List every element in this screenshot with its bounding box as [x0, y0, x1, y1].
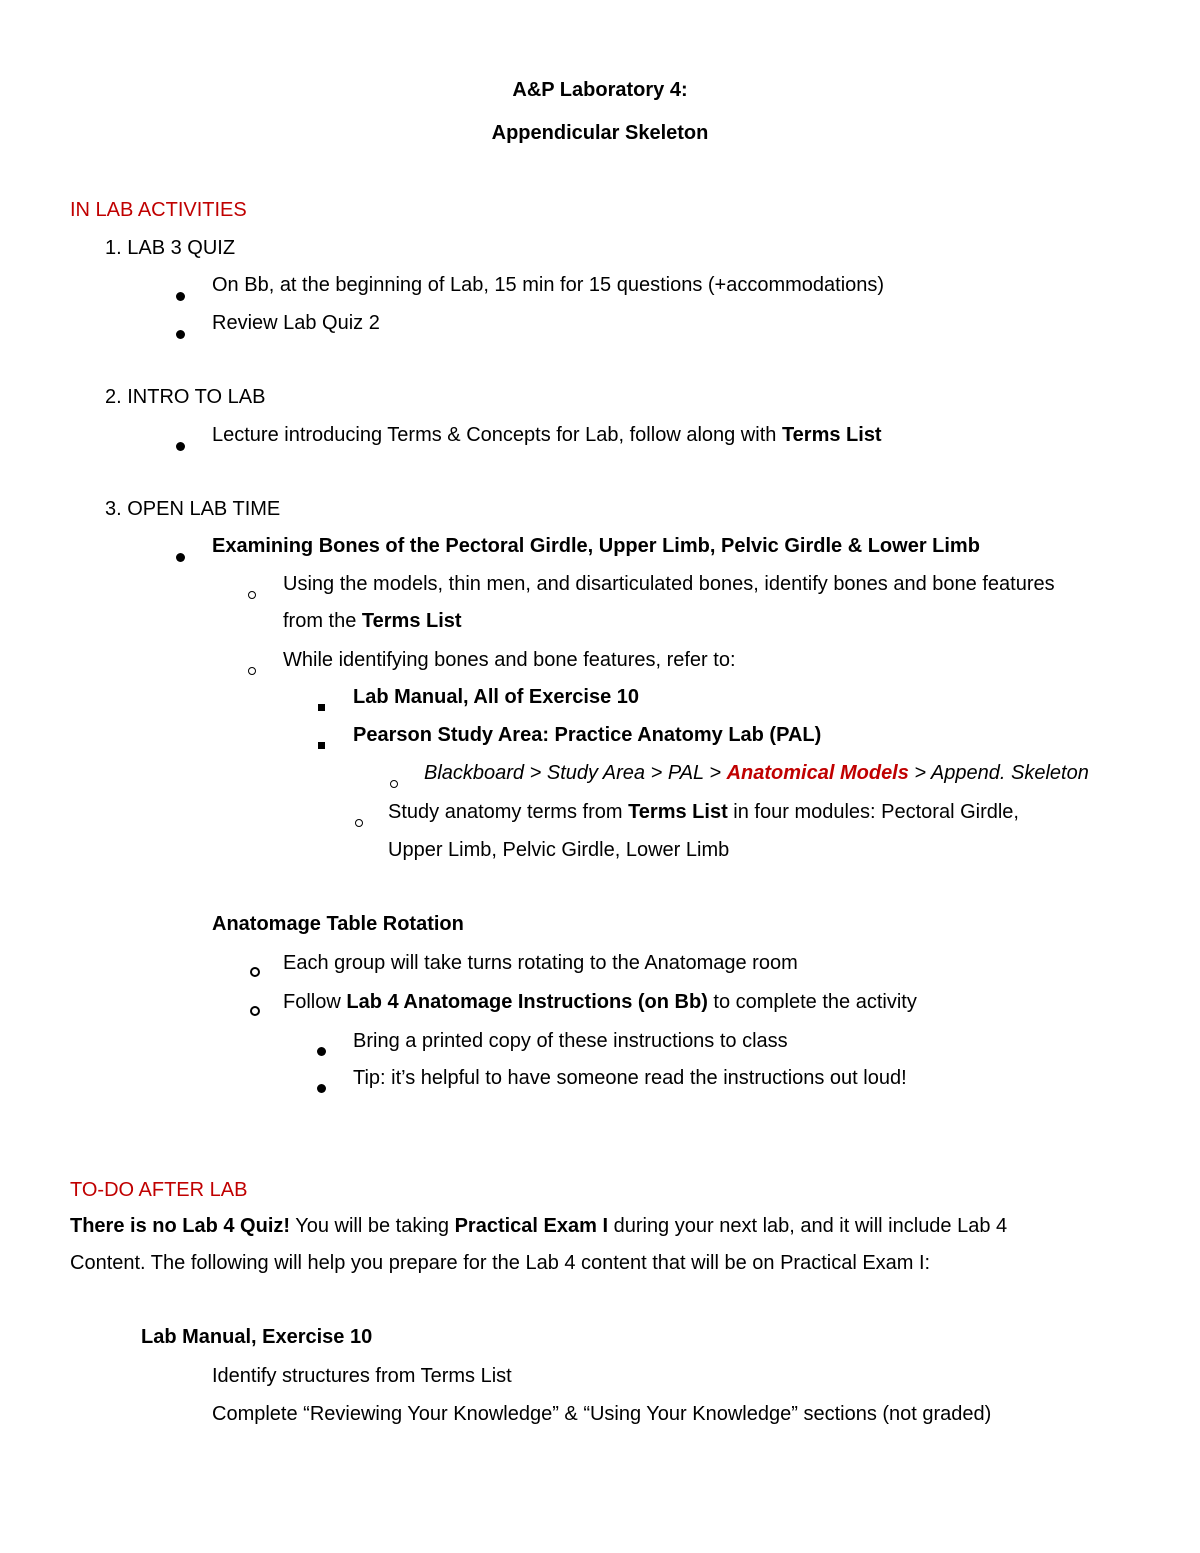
bullet-circle-icon	[390, 769, 398, 795]
bullet-dot-icon	[317, 1074, 326, 1100]
practical-exam-label: Practical Exam I	[454, 1215, 609, 1237]
open-lab-heading: 3. OPEN LAB TIME	[105, 498, 281, 520]
bullet-dot-icon	[176, 282, 185, 308]
anatomage-instructions-label: Lab 4 Anatomage Instructions (on Bb)	[346, 991, 708, 1013]
study-text-1: Study anatomy terms from	[388, 801, 629, 823]
intro-item-text: Lecture introducing Terms & Concepts for Lab, follow along with	[212, 424, 782, 446]
anatomage-heading: Anatomage Table Rotation	[212, 913, 464, 935]
terms-list-label: Terms List	[628, 801, 728, 823]
open-lab-main-item: Examining Bones of the Pectoral Girdle, Upper Limb, Pelvic Girdle & Lower Limb	[212, 535, 980, 557]
anatomage-sub-1: Bring a printed copy of these instructions to class	[353, 1030, 788, 1052]
in-lab-heading: IN LAB ACTIVITIES	[70, 199, 247, 221]
ref-pearson: Pearson Study Area: Practice Anatomy Lab (PAL)	[353, 724, 822, 746]
bullet-dot-icon	[176, 432, 185, 458]
quiz-item-1: On Bb, at the beginning of Lab, 15 min for 15 questions (+accommodations)	[212, 274, 885, 296]
study-terms-line2: Upper Limb, Pelvic Girdle, Lower Limb	[388, 839, 730, 861]
title-line-2: Appendicular Skeleton	[491, 122, 709, 144]
no-quiz-label: There is no Lab 4 Quiz!	[70, 1215, 291, 1237]
anatomage-item-2	[283, 989, 917, 1015]
intro-item	[212, 422, 882, 448]
open-lab-sub2: While identifying bones and bone features, refer to:	[283, 649, 736, 671]
manual-item-2: Complete “Reviewing Your Knowledge” & “Using Your Knowledge” sections (not graded)	[212, 1403, 992, 1425]
study-text-2: in four modules: Pectoral Girdle,	[727, 801, 1019, 823]
terms-list-label: Terms List	[781, 424, 882, 446]
bullet-dot-icon	[317, 1037, 326, 1063]
after-lab-paragraph-line1	[70, 1213, 1007, 1239]
after-lab-paragraph-line2: Content. The following will help you prepare for the Lab 4 content that will be on Practical Exam I:	[70, 1252, 931, 1274]
anatomage-sub-2: Tip: it’s helpful to have someone read the instructions out loud!	[353, 1067, 907, 1089]
p-text2: during your next lab, and it will include Lab 4	[608, 1215, 1008, 1237]
ref-lab-manual: Lab Manual, All of Exercise 10	[353, 686, 640, 708]
bullet-circle-icon	[250, 997, 260, 1023]
study-terms-line1	[388, 799, 1019, 825]
item2-text1: Follow	[283, 991, 347, 1013]
bullet-circle-icon	[250, 958, 260, 984]
anatomical-models-label: Anatomical Models	[726, 762, 909, 784]
sub1-line2-text: from the	[283, 610, 362, 632]
bullet-square-icon	[318, 730, 325, 756]
bullet-square-icon	[318, 692, 325, 718]
after-lab-heading: TO-DO AFTER LAB	[70, 1179, 248, 1201]
terms-list-label: Terms List	[361, 610, 462, 632]
bullet-circle-icon	[248, 580, 256, 606]
p-text1: You will be taking	[290, 1215, 455, 1237]
open-lab-sub1-line1: Using the models, thin men, and disarticulated bones, identify bones and bone features	[283, 573, 1055, 595]
open-lab-sub1-line2	[283, 608, 462, 634]
anatomage-item-1: Each group will take turns rotating to the Anatomage room	[283, 952, 798, 974]
title-line-1: A&P Laboratory 4:	[512, 79, 688, 101]
bullet-dot-icon	[176, 543, 185, 569]
bullet-circle-icon	[248, 656, 256, 682]
manual-heading: Lab Manual, Exercise 10	[141, 1326, 373, 1348]
bullet-circle-icon	[355, 808, 363, 834]
pal-path-part1: Blackboard > Study Area > PAL >	[424, 762, 727, 784]
item2-text2: to complete the activity	[707, 991, 917, 1013]
intro-heading: 2. INTRO TO LAB	[105, 386, 266, 408]
manual-item-1: Identify structures from Terms List	[212, 1365, 512, 1387]
pal-path	[424, 760, 1089, 786]
bullet-dot-icon	[176, 320, 185, 346]
pal-path-part2: > Append. Skeleton	[908, 762, 1089, 784]
quiz-item-2: Review Lab Quiz 2	[212, 312, 380, 334]
quiz-heading: 1. LAB 3 QUIZ	[105, 237, 236, 259]
